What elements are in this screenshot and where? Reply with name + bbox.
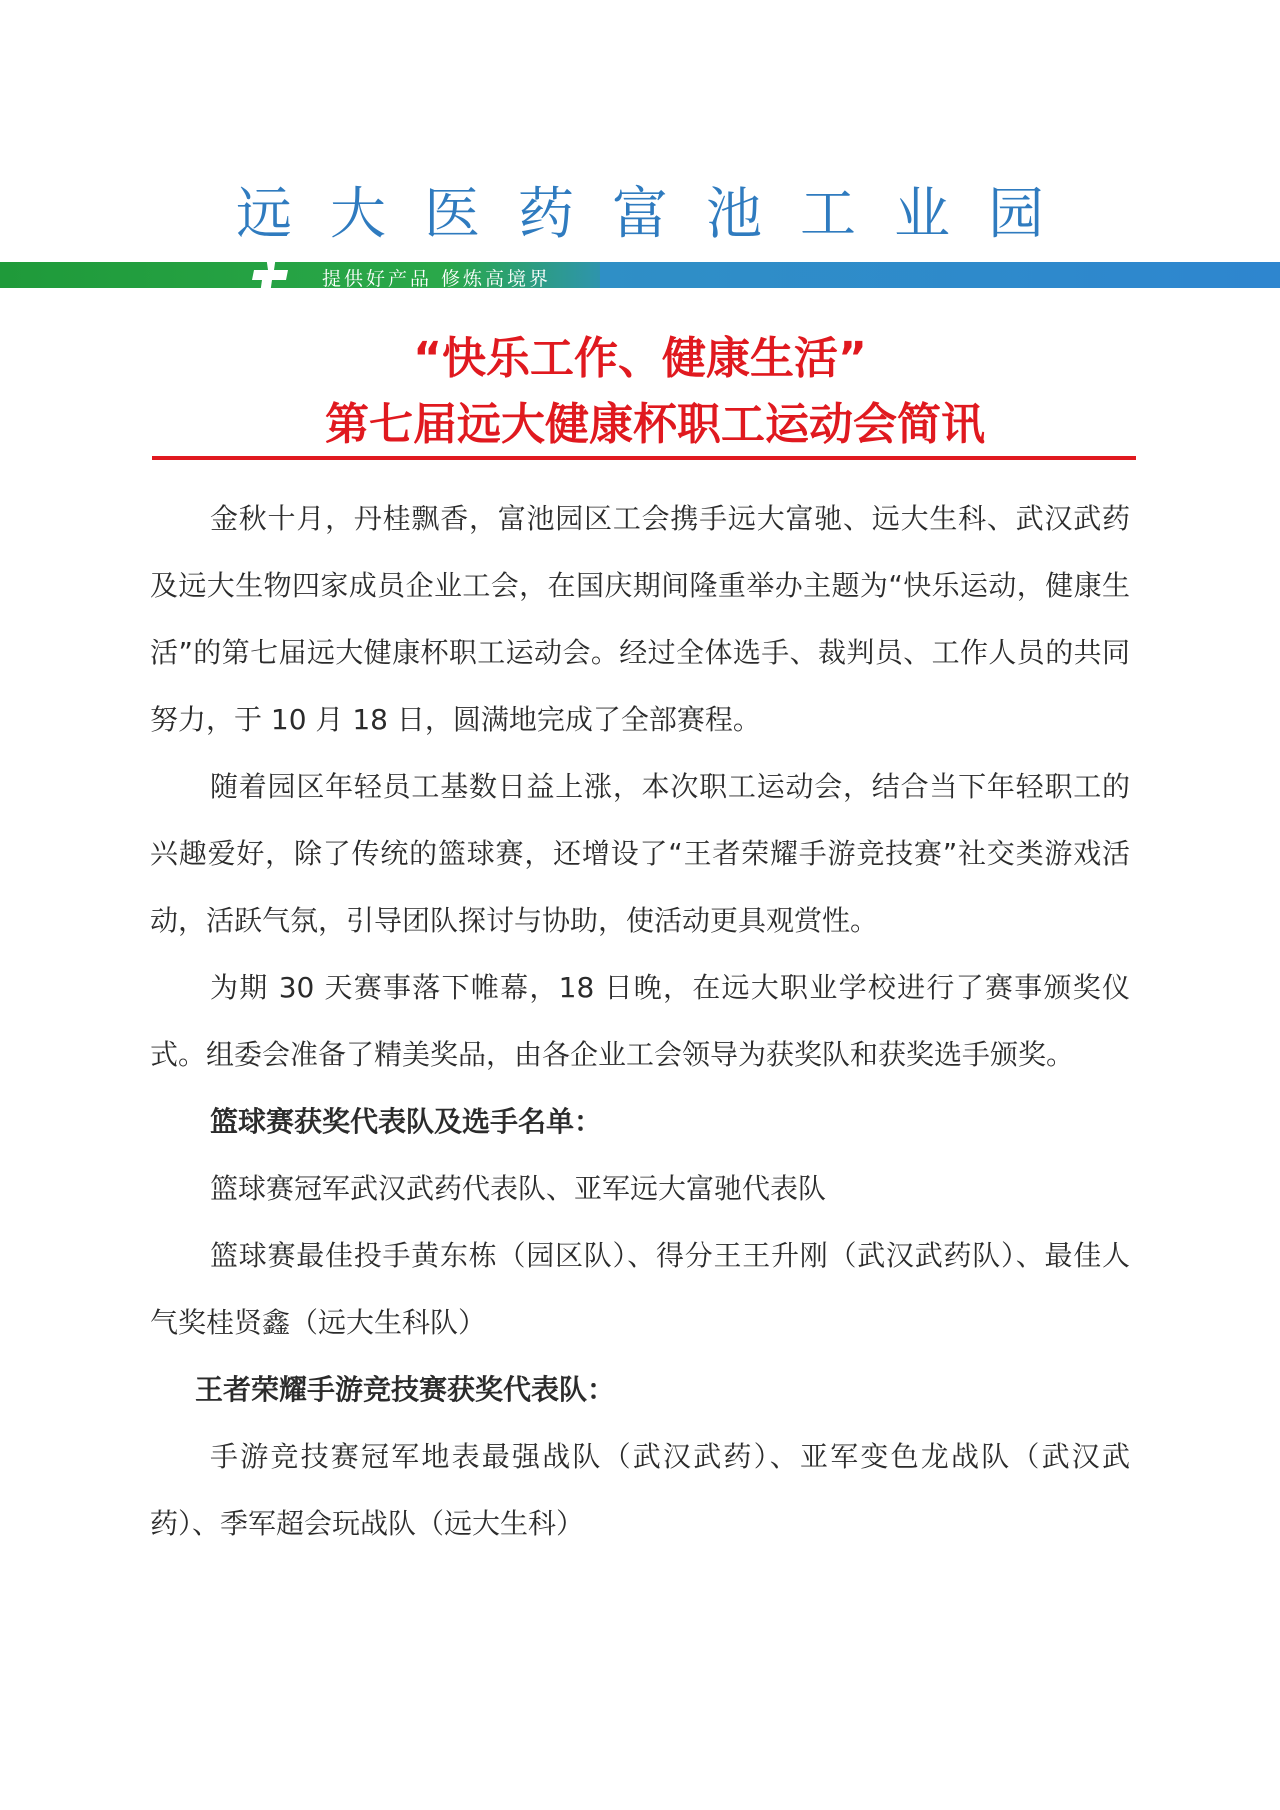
paragraph-5: 篮球赛最佳投手黄东栋（园区队）、得分王王升刚（武汉武药队）、最佳人气奖桂贤鑫（远大生科队） (150, 1239, 1130, 1339)
article-body (150, 485, 1130, 1557)
paragraph-3: 为期 30 天赛事落下帷幕，18 日晚，在远大职业学校进行了赛事颁奖仪式。组委会准备了精美奖品，由各企业工会领导为获奖队和获奖选手颁奖。 (150, 971, 1130, 1071)
paragraph-4: 篮球赛冠军武汉武药代表队、亚军远大富驰代表队 (210, 1172, 827, 1205)
title-divider (152, 456, 1136, 460)
basketball-awards-heading: 篮球赛获奖代表队及选手名单： (210, 1105, 603, 1138)
medical-cross-icon (252, 256, 288, 294)
header-band (0, 262, 1280, 288)
esports-awards-heading: 王者荣耀手游竞技赛获奖代表队： (195, 1373, 616, 1406)
slogan: 提供好产品 修炼高境界 (322, 268, 552, 290)
org-name: 远大医药富池工业园 (236, 182, 1082, 247)
title-line-2: 第七届远大健康杯职工运动会简讯 (325, 399, 985, 450)
paragraph-1: 金秋十月，丹桂飘香，富池园区工会携手远大富驰、远大生科、武汉武药及远大生物四家成员企业工会，在国庆期间隆重举办主题为“快乐运动，健康生活”的第七届远大健康杯职工运动会。经过全体选手、裁判员、工作人员的共同努力，于 10 月 18 日，圆满地完成了全部赛程。 (150, 502, 1130, 736)
paragraph-2: 随着园区年轻员工基数日益上涨，本次职工运动会，结合当下年轻职工的兴趣爱好，除了传统的篮球赛，还增设了“王者荣耀手游竞技赛”社交类游戏活动，活跃气氛，引导团队探讨与协助，使活动更具观赏性。 (150, 770, 1130, 937)
band-blue (600, 262, 1280, 288)
title-line-1: “快乐工作、健康生活” (413, 333, 867, 384)
paragraph-6: 手游竞技赛冠军地表最强战队（武汉武药）、亚军变色龙战队（武汉武药）、季军超会玩战队（远大生科） (150, 1440, 1130, 1540)
